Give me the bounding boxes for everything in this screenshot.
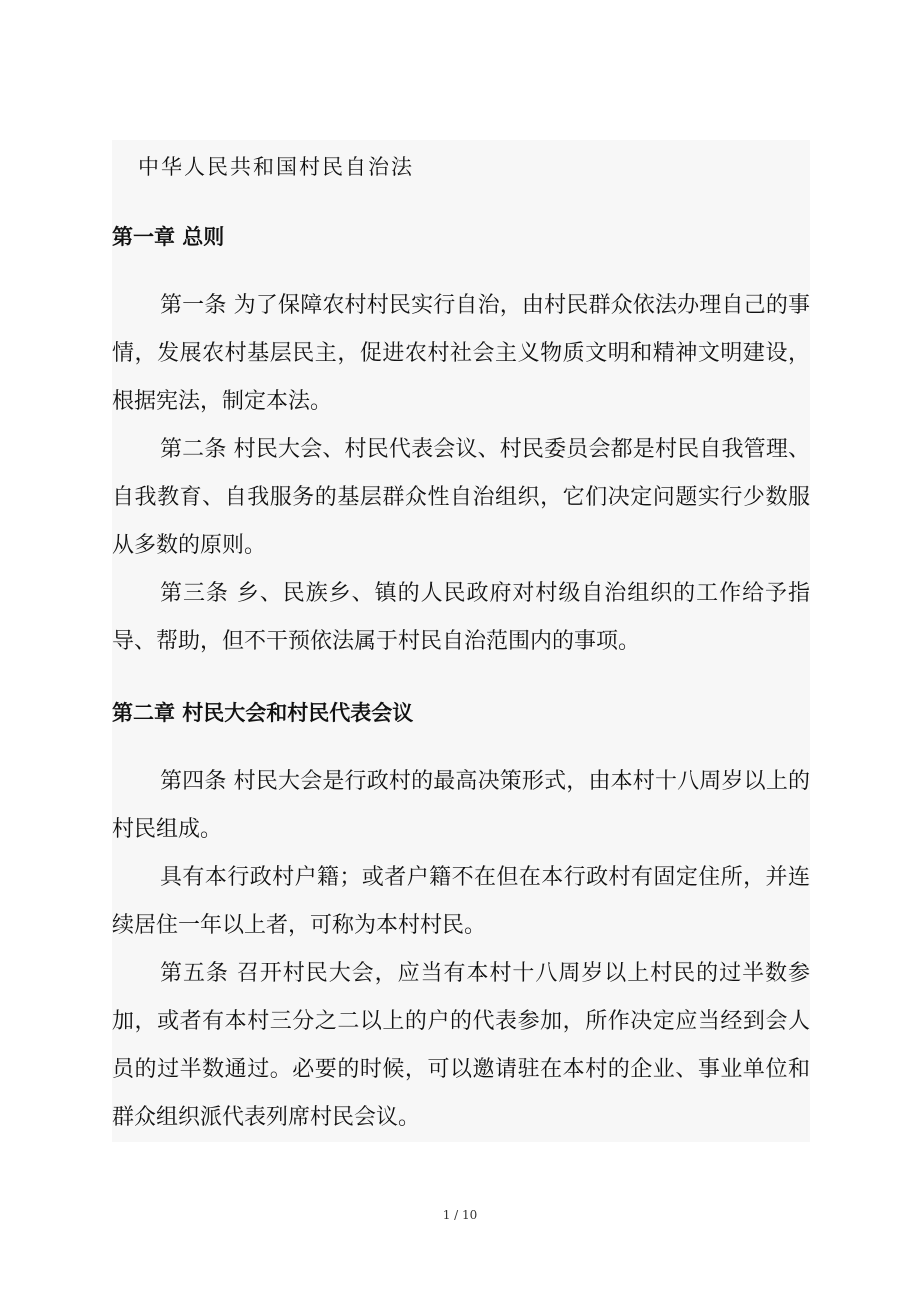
- chapter-heading: 第一章 总则: [112, 225, 225, 249]
- article-paragraph: 第二条 村民大会、村民代表会议、村民委员会都是村民自我管理、自我教育、自我服务的基层群众性自治组织，它们决定问题实行少数服从多数的原则。: [112, 437, 810, 558]
- document-body: [112, 140, 810, 1142]
- page-number: 1 / 10: [442, 1208, 478, 1222]
- article-paragraph: 具有本行政村户籍；或者户籍不在但在本行政村有固定住所，并连续居住一年以上者，可称为本村村民。: [112, 865, 810, 938]
- article-paragraph: 第一条 为了保障农村村民实行自治，由村民群众依法办理自己的事情，发展农村基层民主，促进农村社会主义物质文明和精神文明建设，根据宪法，制定本法。: [112, 293, 810, 414]
- article-paragraph: 第五条 召开村民大会，应当有本村十八周岁以上村民的过半数参加，或者有本村三分之二以上的户的代表参加，所作决定应当经到会人员的过半数通过。必要的时候，可以邀请驻在本村的企业、事业单位和群众组织派代表列席村民会议。: [112, 961, 810, 1130]
- chapter-heading: 第二章 村民大会和村民代表会议: [112, 701, 414, 725]
- document-title: 中华人民共和国村民自治法: [138, 155, 414, 179]
- article-paragraph: 第四条 村民大会是行政村的最高决策形式，由本村十八周岁以上的村民组成。: [112, 769, 810, 842]
- article-paragraph: 第三条 乡、民族乡、镇的人民政府对村级自治组织的工作给予指导、帮助，但不干预依法属于村民自治范围内的事项。: [112, 581, 810, 654]
